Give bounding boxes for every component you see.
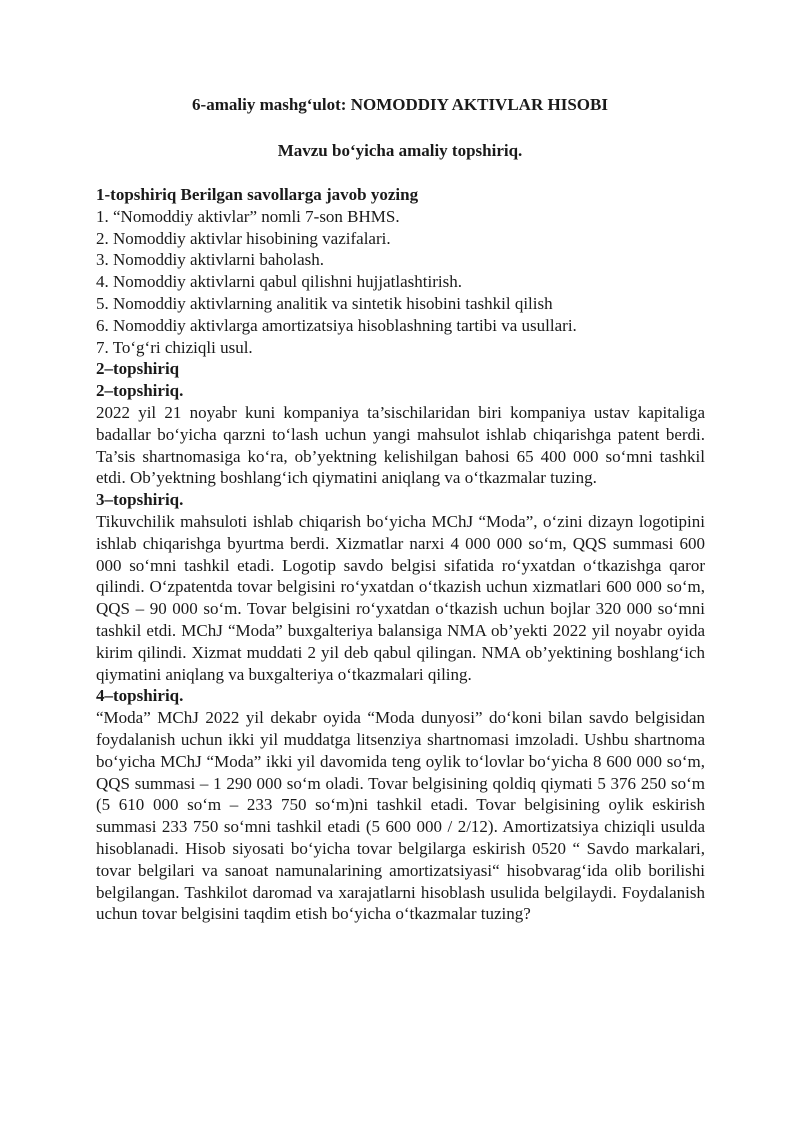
- task1-item: 3. Nomoddiy aktivlarni baholash.: [96, 250, 325, 270]
- task3-heading: 3–topshiriq.: [96, 490, 184, 510]
- task4-heading: 4–topshiriq.: [96, 686, 184, 706]
- task2-heading-repeat: 2–topshiriq.: [96, 381, 184, 401]
- task1-heading: 1-topshiriq Berilgan savollarga javob yozing: [96, 185, 419, 204]
- task1-item: 5. Nomoddiy aktivlarning analitik va sintetik hisobini tashkil qilish: [96, 293, 553, 313]
- task1-item: 6. Nomoddiy aktivlarga amortizatsiya hisoblashning tartibi va usullari.: [96, 315, 577, 335]
- task4-text: “Moda” MChJ 2022 yil dekabr oyida “Moda dunyosi” do‘koni bilan savdo belgisidan foydalanish uchun ikki yil muddatga litsenziya shartnomasi imzoladi. Ushbu shartnoma bo‘yicha MChJ “Moda” ikki yil davomida teng oylik to‘lovlar bo‘yicha 8 600 000 so‘m, QQS summasi – 1 290 000 so‘m oladi. Tovar belgisining qoldiq qiymati 5 376 250 so‘m (5 610 000 so‘m – 233 750 so‘m)ni tashkil etadi. Tovar belgisining oylik eskirish summasi 233 750 so‘mni tashkil etadi (5 600 000 / 2/12). Amortizatsiya chiziqli usulda hisoblanadi. Hisob siyosati bo‘yicha tovar belgilarga eskirish 0520 “ Savdo markalari, tovar belgilari va sanoat namunalarining amortizatsiyasi“ hisobvarag‘ida olib borilishi belgilangan. Tashkilot daromad va xarajatlarni hisoblash usulida belgilaydi. Foydalanish uchun tovar belgisini taqdim etish bo‘yicha o‘tkazmalar tuzing?: [96, 708, 705, 924]
- task1-item: 1. “Nomoddiy aktivlar” nomli 7-son BHMS.: [96, 206, 400, 226]
- document-title: 6-amaliy mashg‘ulot: NOMODDIY AKTIVLAR HISOBI: [192, 95, 608, 114]
- task1-item: 7. To‘g‘ri chiziqli usul.: [96, 337, 253, 357]
- task2-heading: 2–topshiriq: [96, 359, 180, 379]
- task2-text: 2022 yil 21 noyabr kuni kompaniya ta’sischilaridan biri kompaniya ustav kapitaliga badallar bo‘yicha qarzni to‘lash uchun yangi mahsulot ishlab chiqarishga patent berdi. Ta’sis shartnomasiga ko‘ra, ob’yektning kelishilgan bahosi 65 400 000 so‘mni tashkil etdi. Ob’yektning boshlang‘ich qiymatini aniqlang va o‘tkazmalar tuzing.: [96, 402, 705, 488]
- task1-item: 2. Nomoddiy aktivlar hisobining vazifalari.: [96, 228, 391, 248]
- document-body: [96, 184, 705, 925]
- task1-item: 4. Nomoddiy aktivlarni qabul qilishni hujjatlashtirish.: [96, 272, 462, 292]
- document-subtitle: Mavzu bo‘yicha amaliy topshiriq.: [277, 141, 523, 160]
- task3-text: Tikuvchilik mahsuloti ishlab chiqarish bo‘yicha MChJ “Moda”, o‘zini dizayn logotipini ishlab chiqarishga byurtma berdi. Xizmatlar narxi 4 000 000 so‘m, QQS summasi 600 000 so‘mni tashkil etadi. Logotip savdo belgisi sifatida ro‘yxatdan o‘tkazishga qaror qilindi. O‘zpatentda tovar belgisini ro‘yxatdan o‘tkazish uchun xizmatlari 600 000 so‘m, QQS – 90 000 so‘m. Tovar belgisini ro‘yxatdan o‘tkazish uchun bojlar 320 000 so‘mni tashkil etdi. MChJ “Moda” buxgalteriya balansiga NMA ob’yekti 2022 yil noyabr oyida kirim qilindi. Xizmat muddati 2 yil deb qabul qilingan. NMA ob’yektining boshlang‘ich qiymatini aniqlang va buxgalteriya o‘tkazmalari qiling.: [96, 511, 705, 684]
